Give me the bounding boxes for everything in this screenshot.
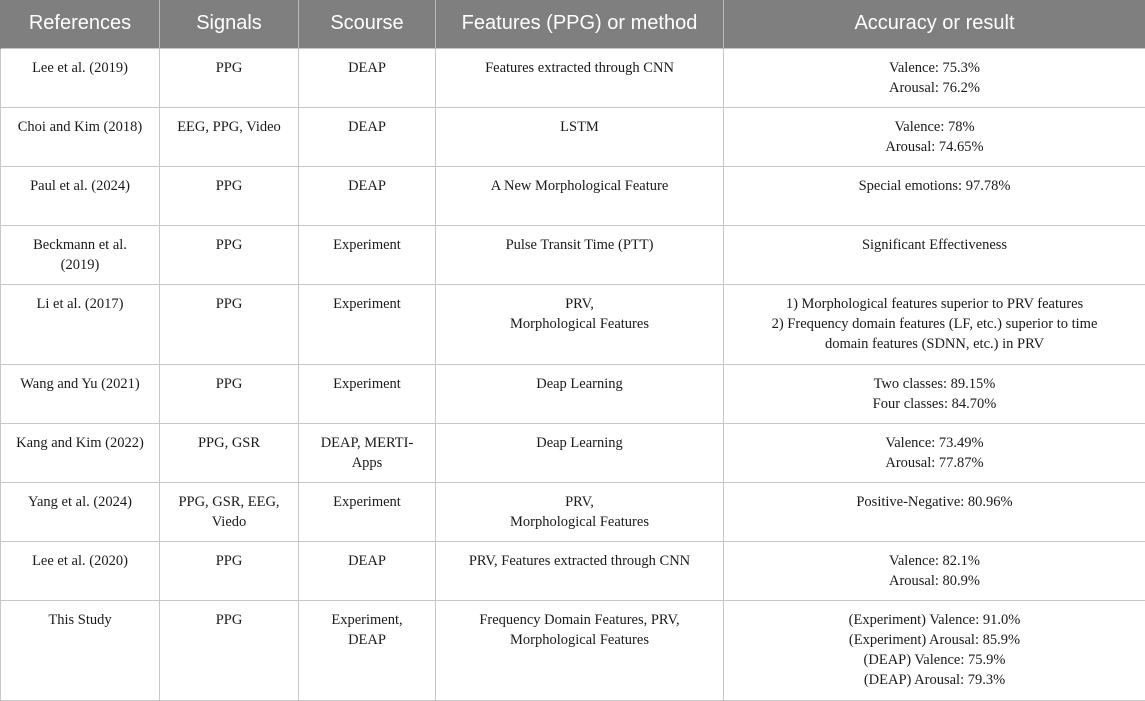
cell-result-line: Arousal: 77.87% (732, 453, 1137, 473)
cell-signals (160, 364, 299, 423)
cell-signals-line: PPG (168, 610, 290, 630)
cell-signals-line: PPG (168, 374, 290, 394)
cell-result-line: Positive-Negative: 80.96% (732, 492, 1137, 512)
cell-result (724, 482, 1145, 541)
header-features: Features (PPG) or method (436, 0, 724, 48)
cell-signals-line: PPG, GSR (168, 433, 290, 453)
table-row (1, 600, 1145, 700)
cell-source (299, 482, 436, 541)
cell-reference (1, 482, 160, 541)
cell-features-line: Deap Learning (444, 433, 715, 453)
table-row (1, 284, 1145, 364)
cell-source-line: DEAP, MERTI- (307, 433, 427, 453)
cell-result-line: (DEAP) Arousal: 79.3% (732, 670, 1137, 690)
cell-features-line: Features extracted through CNN (444, 58, 715, 78)
cell-source (299, 600, 436, 700)
cell-result-line: Valence: 75.3% (732, 58, 1137, 78)
cell-reference-line: Beckmann et al. (9, 235, 151, 255)
cell-features (436, 225, 724, 284)
cell-signals (160, 600, 299, 700)
cell-features-line: PRV, (444, 492, 715, 512)
cell-features (436, 48, 724, 107)
cell-source-line: Experiment (307, 492, 427, 512)
cell-result-line: domain features (SDNN, etc.) in PRV (732, 334, 1137, 354)
cell-features (436, 364, 724, 423)
cell-features-line: Deap Learning (444, 374, 715, 394)
cell-reference-line: Paul et al. (2024) (9, 176, 151, 196)
cell-reference-line: Lee et al. (2019) (9, 58, 151, 78)
cell-features-line: LSTM (444, 117, 715, 137)
header-result: Accuracy or result (724, 0, 1145, 48)
cell-source-line: DEAP (307, 117, 427, 137)
cell-features (436, 482, 724, 541)
cell-source (299, 225, 436, 284)
cell-reference (1, 284, 160, 364)
cell-reference (1, 600, 160, 700)
cell-reference-line: Wang and Yu (2021) (9, 374, 151, 394)
cell-result-line: (Experiment) Valence: 91.0% (732, 610, 1137, 630)
cell-result-line: Significant Effectiveness (732, 235, 1137, 255)
cell-reference (1, 541, 160, 600)
table-row (1, 166, 1145, 225)
table-body (1, 48, 1145, 700)
cell-signals (160, 423, 299, 482)
table-row (1, 48, 1145, 107)
cell-signals-line: EEG, PPG, Video (168, 117, 290, 137)
table-row (1, 482, 1145, 541)
cell-result-line: 1) Morphological features superior to PRV features (732, 294, 1137, 314)
cell-features-line: Morphological Features (444, 314, 715, 334)
cell-source-line: Apps (307, 453, 427, 473)
cell-source (299, 364, 436, 423)
cell-result (724, 48, 1145, 107)
cell-source-line: Experiment, (307, 610, 427, 630)
cell-signals (160, 541, 299, 600)
cell-result-line: Two classes: 89.15% (732, 374, 1137, 394)
cell-result (724, 107, 1145, 166)
cell-features-line: Morphological Features (444, 630, 715, 650)
table-header (1, 0, 1145, 48)
cell-result (724, 225, 1145, 284)
cell-result-line: (Experiment) Arousal: 85.9% (732, 630, 1137, 650)
cell-reference-line: Kang and Kim (2022) (9, 433, 151, 453)
cell-source-line: Experiment (307, 294, 427, 314)
cell-reference-line: Lee et al. (2020) (9, 551, 151, 571)
header-source: Scourse (299, 0, 436, 48)
cell-signals (160, 225, 299, 284)
cell-signals-line: Viedo (168, 512, 290, 532)
cell-source-line: DEAP (307, 551, 427, 571)
header-row (1, 0, 1145, 48)
cell-source (299, 107, 436, 166)
header-signals: Signals (160, 0, 299, 48)
cell-source (299, 284, 436, 364)
cell-reference-line: Li et al. (2017) (9, 294, 151, 314)
cell-result-line: 2) Frequency domain features (LF, etc.) superior to time (732, 314, 1137, 334)
cell-features (436, 107, 724, 166)
cell-reference-line: This Study (9, 610, 151, 630)
cell-source-line: DEAP (307, 630, 427, 650)
cell-source (299, 541, 436, 600)
cell-features-line: Pulse Transit Time (PTT) (444, 235, 715, 255)
cell-result-line: Valence: 82.1% (732, 551, 1137, 571)
cell-result (724, 284, 1145, 364)
cell-signals (160, 107, 299, 166)
cell-features-line: PRV, Features extracted through CNN (444, 551, 715, 571)
cell-source (299, 423, 436, 482)
table-row (1, 541, 1145, 600)
header-references: References (1, 0, 160, 48)
cell-features (436, 423, 724, 482)
cell-signals-line: PPG (168, 176, 290, 196)
cell-result-line: Arousal: 76.2% (732, 78, 1137, 98)
cell-source-line: DEAP (307, 58, 427, 78)
cell-source-line: DEAP (307, 176, 427, 196)
table-row (1, 225, 1145, 284)
cell-result-line: Arousal: 80.9% (732, 571, 1137, 591)
cell-source-line: Experiment (307, 374, 427, 394)
cell-signals-line: PPG (168, 235, 290, 255)
table-row (1, 423, 1145, 482)
cell-reference-line: Yang et al. (2024) (9, 492, 151, 512)
cell-signals-line: PPG, GSR, EEG, (168, 492, 290, 512)
cell-source-line: Experiment (307, 235, 427, 255)
cell-result-line: Arousal: 74.65% (732, 137, 1137, 157)
cell-result-line: (DEAP) Valence: 75.9% (732, 650, 1137, 670)
cell-features (436, 541, 724, 600)
cell-result (724, 541, 1145, 600)
cell-features-line: Frequency Domain Features, PRV, (444, 610, 715, 630)
cell-features-line: A New Morphological Feature (444, 176, 715, 196)
cell-signals (160, 166, 299, 225)
cell-signals-line: PPG (168, 551, 290, 571)
cell-reference (1, 107, 160, 166)
cell-reference (1, 166, 160, 225)
cell-features (436, 284, 724, 364)
cell-signals (160, 284, 299, 364)
cell-result-line: Four classes: 84.70% (732, 394, 1137, 414)
cell-result-line: Valence: 73.49% (732, 433, 1137, 453)
cell-result-line: Valence: 78% (732, 117, 1137, 137)
cell-features-line: Morphological Features (444, 512, 715, 532)
cell-signals (160, 48, 299, 107)
cell-features (436, 166, 724, 225)
cell-signals (160, 482, 299, 541)
cell-reference (1, 364, 160, 423)
cell-result-line: Special emotions: 97.78% (732, 176, 1137, 196)
cell-result (724, 600, 1145, 700)
cell-signals-line: PPG (168, 294, 290, 314)
cell-reference (1, 225, 160, 284)
cell-features-line: PRV, (444, 294, 715, 314)
cell-result (724, 166, 1145, 225)
table-row (1, 364, 1145, 423)
cell-reference-line: (2019) (9, 255, 151, 275)
cell-features (436, 600, 724, 700)
cell-reference (1, 48, 160, 107)
cell-reference-line: Choi and Kim (2018) (9, 117, 151, 137)
cell-result (724, 423, 1145, 482)
cell-signals-line: PPG (168, 58, 290, 78)
cell-source (299, 48, 436, 107)
cell-source (299, 166, 436, 225)
table-row (1, 107, 1145, 166)
cell-reference (1, 423, 160, 482)
cell-result (724, 364, 1145, 423)
